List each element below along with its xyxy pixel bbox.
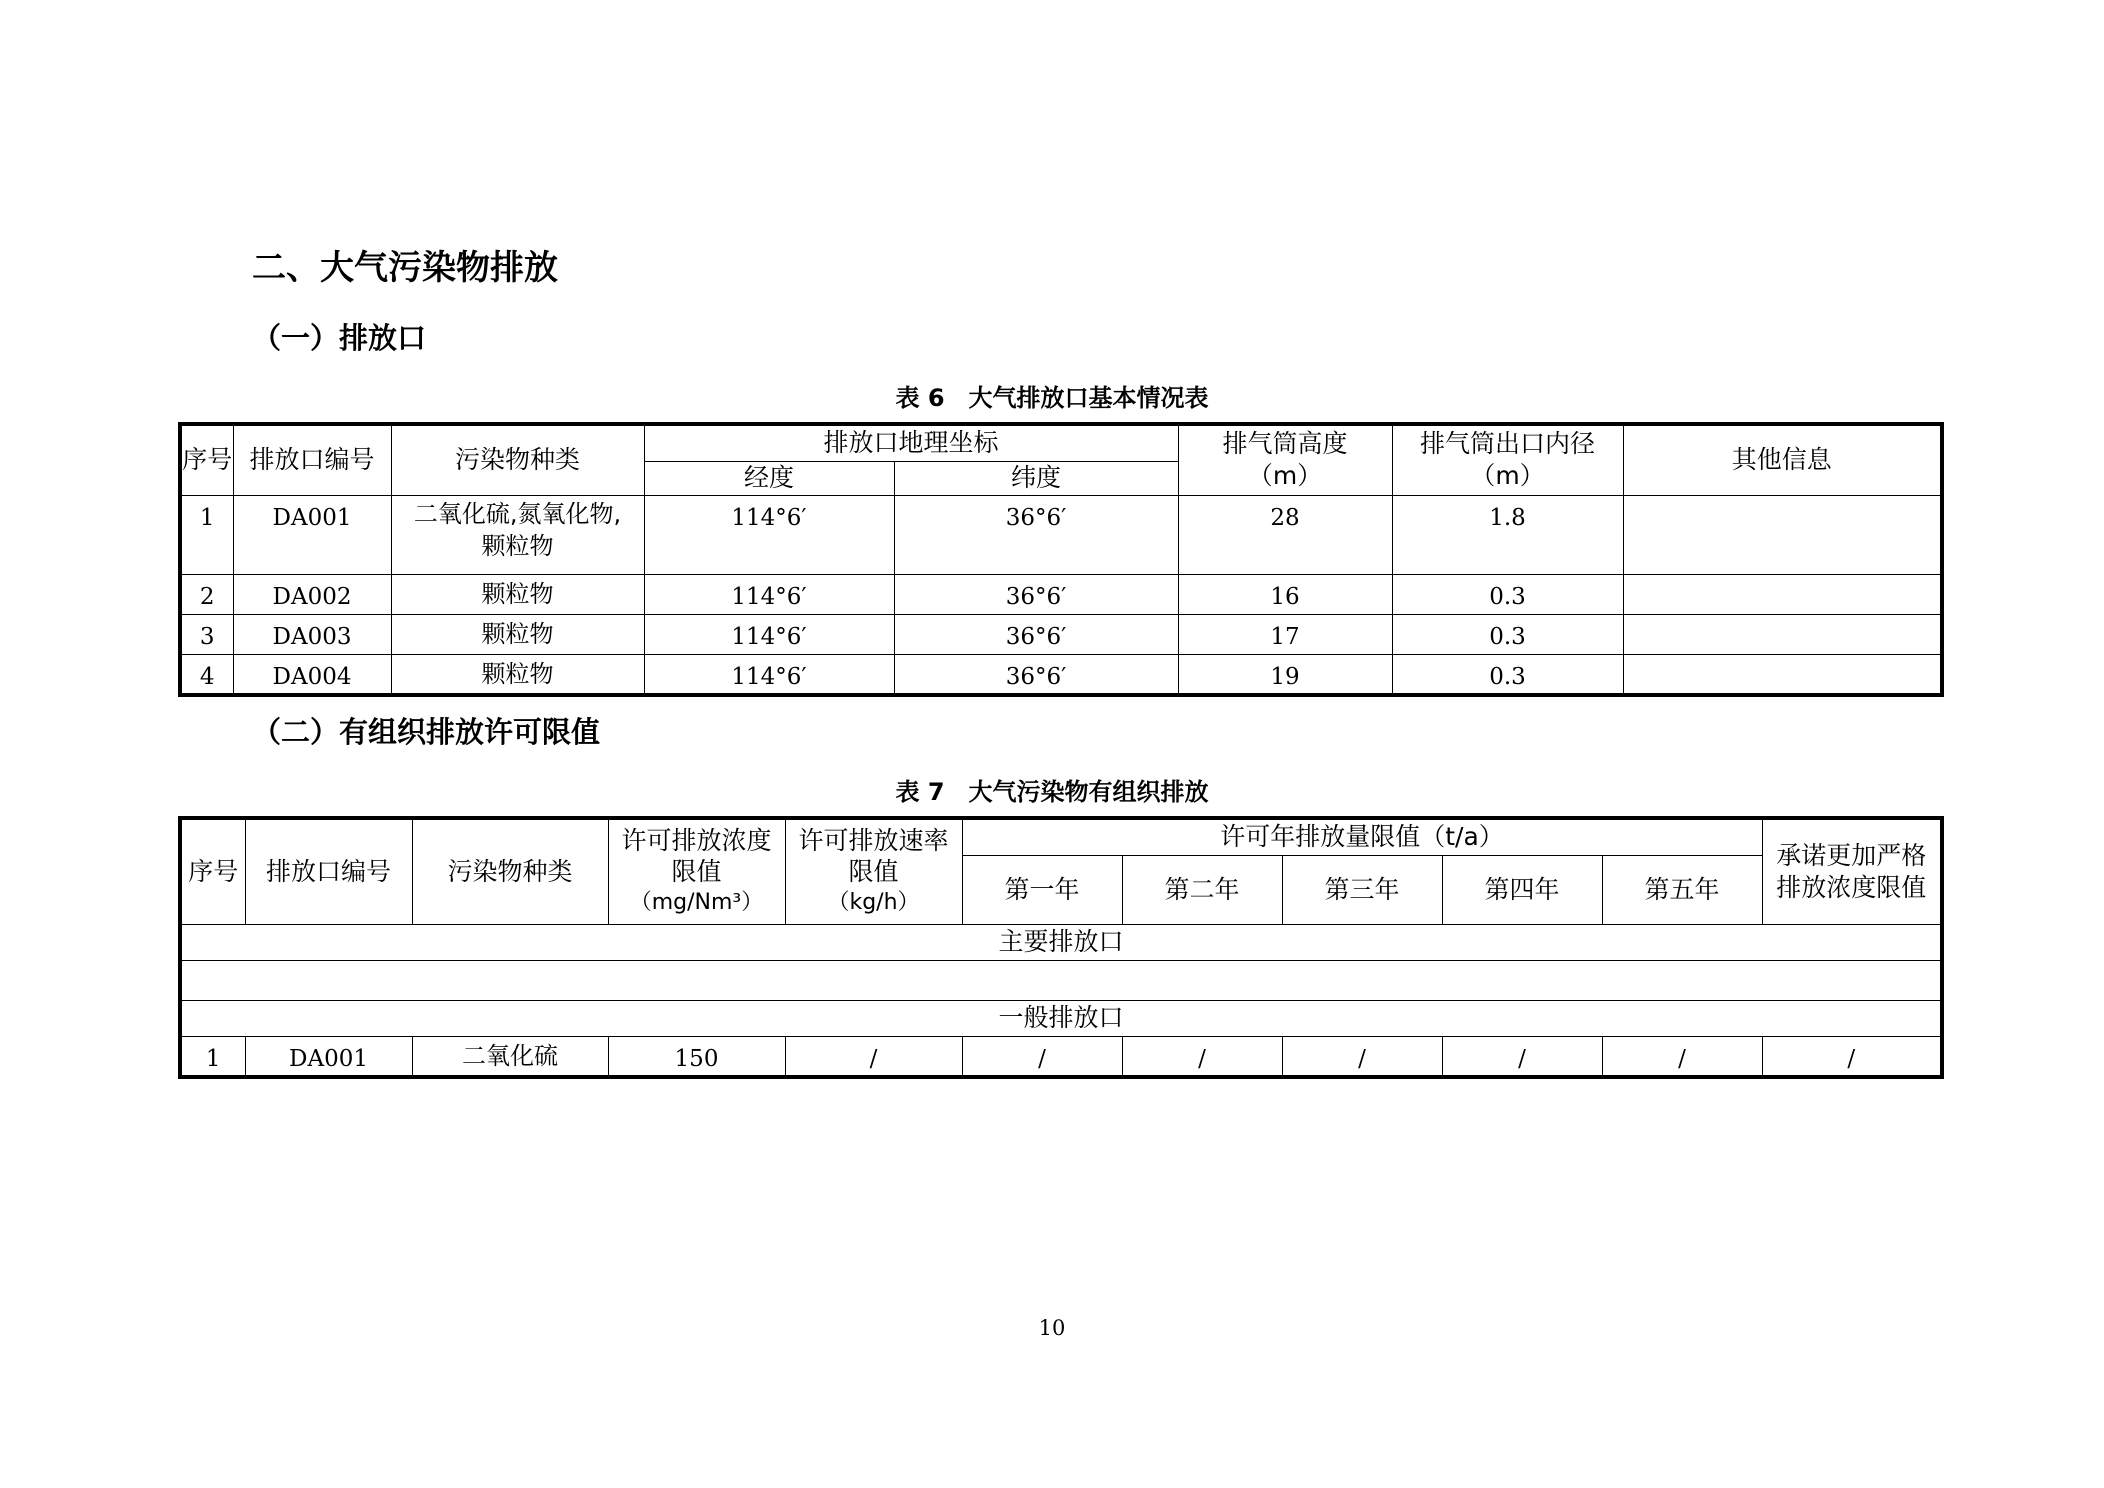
cell-pollutant-line2: 颗粒物 (481, 531, 554, 560)
subsection-title-outlets: （一）排放口 (252, 321, 427, 355)
cell-longitude: 114°6′ (644, 495, 894, 574)
cell-seq: 4 (180, 654, 233, 695)
cell-conc-limit: 150 (608, 1036, 785, 1077)
header-year4: 第四年 (1442, 855, 1602, 924)
cell-other (1623, 654, 1942, 695)
cell-height: 28 (1178, 495, 1392, 574)
header-rate-limit-line2: 限值 (848, 857, 899, 887)
table6-caption: 表 6 大气排放口基本情况表 (895, 384, 1209, 412)
header-longitude: 经度 (644, 461, 894, 495)
cell-outlet-no: DA001 (245, 1036, 412, 1077)
header-year5: 第五年 (1602, 855, 1762, 924)
cell-other (1623, 574, 1942, 614)
header-stricter-commitment-line1: 承诺更加严格 (1776, 840, 1927, 870)
header-year1: 第一年 (962, 855, 1122, 924)
main-outlet-label: 主要排放口 (180, 924, 1942, 960)
header-other-info: 其他信息 (1623, 424, 1942, 495)
cell-other (1623, 495, 1942, 574)
cell-diameter: 1.8 (1392, 495, 1623, 574)
cell-latitude: 36°6′ (894, 495, 1178, 574)
cell-diameter: 0.3 (1392, 654, 1623, 695)
general-outlet-label: 一般排放口 (180, 1000, 1942, 1036)
header-rate-limit-line1: 许可排放速率 (798, 826, 949, 856)
table-6 (178, 422, 1944, 697)
cell-year5: / (1602, 1036, 1762, 1077)
cell-year2: / (1122, 1036, 1282, 1077)
header-year2: 第二年 (1122, 855, 1282, 924)
cell-height: 17 (1178, 614, 1392, 654)
cell-height: 19 (1178, 654, 1392, 695)
cell-pollutant: 二氧化硫 (412, 1036, 608, 1077)
header-conc-limit-unit: （mg/Nm³） (629, 890, 764, 916)
cell-pollutant-line1: 二氧化硫,氮氧化物, (413, 499, 622, 528)
cell-pollutant: 颗粒物 (391, 574, 644, 614)
cell-seq: 1 (180, 1036, 245, 1077)
header-rate-limit (785, 818, 962, 924)
page-number: 10 (1038, 1316, 1066, 1340)
cell-longitude: 114°6′ (644, 574, 894, 614)
header-outlet-no: 排放口编号 (233, 424, 391, 495)
header-outlet-no: 排放口编号 (245, 818, 412, 924)
cell-seq: 3 (180, 614, 233, 654)
header-pollutant: 污染物种类 (412, 818, 608, 924)
header-stack-diameter (1392, 424, 1623, 495)
cell-year1: / (962, 1036, 1122, 1077)
header-stack-height-unit: （m） (1247, 461, 1323, 491)
header-latitude: 纬度 (894, 461, 1178, 495)
table-row (180, 574, 1942, 614)
cell-other (1623, 614, 1942, 654)
table7-caption: 表 7 大气污染物有组织排放 (895, 778, 1209, 806)
cell-pollutant (391, 495, 644, 574)
subsection-title-permit-limits: （二）有组织排放许可限值 (252, 715, 601, 749)
cell-outlet-no: DA004 (233, 654, 391, 695)
cell-height: 16 (1178, 574, 1392, 614)
table-row (180, 1036, 1942, 1077)
cell-outlet-no: DA002 (233, 574, 391, 614)
header-stack-height-label: 排气筒高度 (1222, 429, 1348, 459)
section-title: 二、大气污染物排放 (252, 248, 558, 288)
cell-latitude: 36°6′ (894, 614, 1178, 654)
cell-outlet-no: DA001 (233, 495, 391, 574)
header-year3: 第三年 (1282, 855, 1442, 924)
cell-latitude: 36°6′ (894, 654, 1178, 695)
header-conc-limit-line1: 许可排放浓度 (621, 826, 772, 856)
header-pollutant: 污染物种类 (391, 424, 644, 495)
header-stack-height (1178, 424, 1392, 495)
header-geo-coords: 排放口地理坐标 (644, 424, 1178, 461)
header-conc-limit-line2: 限值 (671, 857, 722, 887)
table-row (180, 654, 1942, 695)
header-stricter-commitment (1762, 818, 1942, 924)
cell-year4: / (1442, 1036, 1602, 1077)
main-outlet-empty-row (180, 960, 1942, 1000)
header-rate-limit-unit: （kg/h） (827, 890, 920, 916)
cell-seq: 1 (180, 495, 233, 574)
header-seq: 序号 (180, 818, 245, 924)
cell-longitude: 114°6′ (644, 614, 894, 654)
cell-pollutant: 颗粒物 (391, 654, 644, 695)
table-7 (178, 816, 1944, 1079)
header-stack-diameter-label: 排气筒出口内径 (1420, 429, 1596, 459)
cell-year3: / (1282, 1036, 1442, 1077)
cell-commitment: / (1762, 1036, 1942, 1077)
cell-rate-limit: / (785, 1036, 962, 1077)
header-stack-diameter-unit: （m） (1470, 461, 1545, 491)
cell-longitude: 114°6′ (644, 654, 894, 695)
table-row (180, 614, 1942, 654)
header-seq: 序号 (180, 424, 233, 495)
header-stricter-commitment-line2: 排放浓度限值 (1776, 872, 1927, 902)
cell-latitude: 36°6′ (894, 574, 1178, 614)
header-annual-limit: 许可年排放量限值（t/a） (962, 818, 1762, 855)
cell-diameter: 0.3 (1392, 574, 1623, 614)
table-row (180, 495, 1942, 574)
cell-diameter: 0.3 (1392, 614, 1623, 654)
cell-seq: 2 (180, 574, 233, 614)
header-conc-limit (608, 818, 785, 924)
cell-outlet-no: DA003 (233, 614, 391, 654)
cell-pollutant: 颗粒物 (391, 614, 644, 654)
